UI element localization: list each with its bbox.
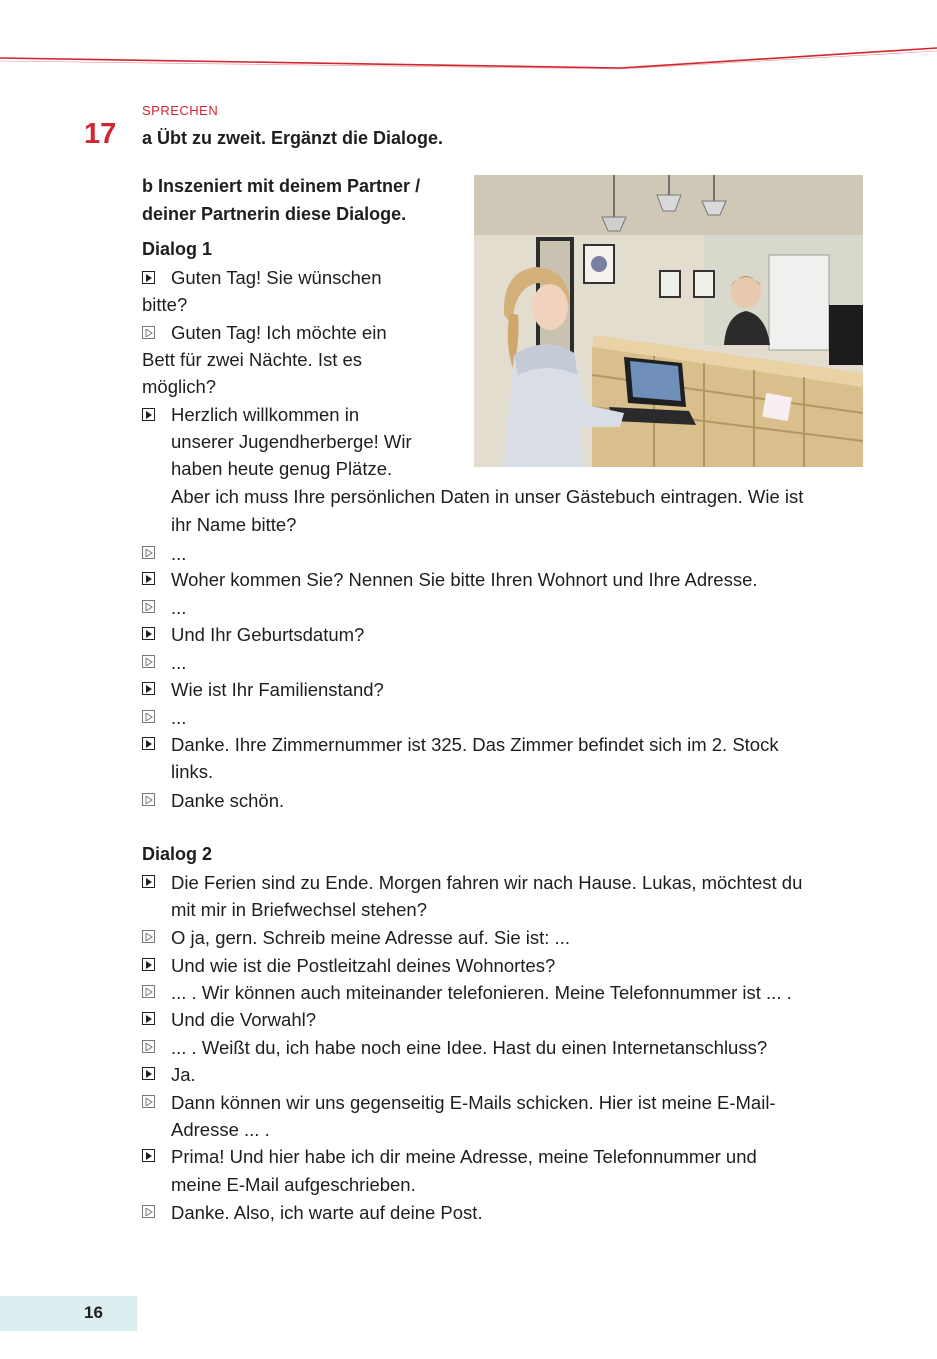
- dialog-line-text: Und wie ist die Postleitzahl deines Wohnortes?: [171, 955, 556, 976]
- dialog-line-text: Guten Tag! Ich möchte ein: [171, 322, 387, 343]
- dialog-line-text: meine E-Mail aufgeschrieben.: [171, 1174, 416, 1195]
- task-a-instruction: a Übt zu zweit. Ergänzt die Dialoge.: [142, 128, 444, 148]
- dialog-line-text: bitte?: [142, 294, 188, 315]
- dialog-line-text: Dann können wir uns gegenseitig E-Mails schicken. Hier ist meine E-Mail-: [171, 1092, 776, 1113]
- dialog-line-text: ...: [171, 652, 187, 673]
- play-box-outline-icon: [142, 600, 155, 613]
- dialog-line-text: Ja.: [171, 1064, 196, 1085]
- task-b-line: deiner Partnerin diese Dialoge.: [142, 204, 407, 224]
- play-box-icon: [142, 1012, 155, 1025]
- page-number: 16: [84, 1303, 103, 1322]
- dialog-line-text: ...: [171, 543, 187, 564]
- play-box-icon: [142, 1067, 155, 1080]
- dialog-line-text: Und die Vorwahl?: [171, 1009, 317, 1030]
- dialog-line-text: Die Ferien sind zu Ende. Morgen fahren wir nach Hause. Lukas, möchtest du: [171, 872, 803, 893]
- play-box-icon: [142, 572, 155, 585]
- header-red-rule: [0, 40, 937, 80]
- dialog-line-text: Danke. Ihre Zimmernummer ist 325. Das Zimmer befindet sich im 2. Stock: [171, 734, 779, 755]
- dialog-line-text: möglich?: [142, 376, 217, 397]
- play-box-outline-icon: [142, 546, 155, 559]
- reception-photo: [474, 175, 863, 467]
- play-box-outline-icon: [142, 1205, 155, 1218]
- play-box-icon: [142, 958, 155, 971]
- play-box-icon: [142, 737, 155, 750]
- dialog-line-text: Danke schön.: [171, 790, 285, 811]
- task-b-instruction: [142, 172, 462, 228]
- dialog-line-text: Herzlich willkommen in: [171, 404, 360, 425]
- play-box-outline-icon: [142, 710, 155, 723]
- dialog-line-text: mit mir in Briefwechsel stehen?: [171, 899, 428, 920]
- dialog-2-heading: Dialog 2: [142, 844, 213, 864]
- dialog-line-text: haben heute genug Plätze.: [171, 458, 393, 479]
- dialog-line-text: ...: [171, 597, 187, 618]
- dialog-line-text: Woher kommen Sie? Nennen Sie bitte Ihren Wohnort und Ihre Adresse.: [171, 569, 758, 590]
- dialog-line-text: Danke. Also, ich warte auf deine Post.: [171, 1202, 483, 1223]
- dialog-line-text: ...: [171, 707, 187, 728]
- play-box-outline-icon: [142, 1095, 155, 1108]
- dialog-line-text: Und Ihr Geburtsdatum?: [171, 624, 365, 645]
- play-box-outline-icon: [142, 326, 155, 339]
- dialog-line-text: Adresse ... .: [171, 1119, 270, 1140]
- play-box-icon: [142, 271, 155, 284]
- dialog-line-text: Prima! Und hier habe ich dir meine Adresse, meine Telefonnummer und: [171, 1146, 757, 1167]
- dialog-line-text: ... . Weißt du, ich habe noch eine Idee. Hast du einen Internetanschluss?: [171, 1037, 768, 1058]
- exercise-number: 17: [84, 118, 117, 150]
- page-number-tab: [0, 1296, 137, 1331]
- dialog-line-text: links.: [171, 761, 214, 782]
- dialog-1-heading: Dialog 1: [142, 239, 213, 259]
- dialog-line-text: O ja, gern. Schreib meine Adresse auf. Sie ist: ...: [171, 927, 570, 948]
- task-b-line: b Inszeniert mit deinem Partner /: [142, 176, 421, 196]
- play-box-icon: [142, 1149, 155, 1162]
- play-box-icon: [142, 875, 155, 888]
- dialog-line-text: Wie ist Ihr Familienstand?: [171, 679, 384, 700]
- section-label: SPRECHEN: [142, 103, 219, 118]
- dialog-line-text: Guten Tag! Sie wünschen: [171, 267, 382, 288]
- dialog-line-text: Aber ich muss Ihre persönlichen Daten in unser Gästebuch eintragen. Wie ist: [171, 486, 804, 507]
- play-box-outline-icon: [142, 1040, 155, 1053]
- play-box-outline-icon: [142, 985, 155, 998]
- dialog-line-text: Bett für zwei Nächte. Ist es: [142, 349, 363, 370]
- dialog-line-text: ihr Name bitte?: [171, 514, 297, 535]
- play-box-outline-icon: [142, 793, 155, 806]
- dialog-line-text: ... . Wir können auch miteinander telefonieren. Meine Telefonnummer ist ... .: [171, 982, 792, 1003]
- play-box-outline-icon: [142, 930, 155, 943]
- play-box-icon: [142, 682, 155, 695]
- play-box-icon: [142, 408, 155, 421]
- play-box-outline-icon: [142, 655, 155, 668]
- play-box-icon: [142, 627, 155, 640]
- dialog-line-text: unserer Jugendherberge! Wir: [171, 431, 412, 452]
